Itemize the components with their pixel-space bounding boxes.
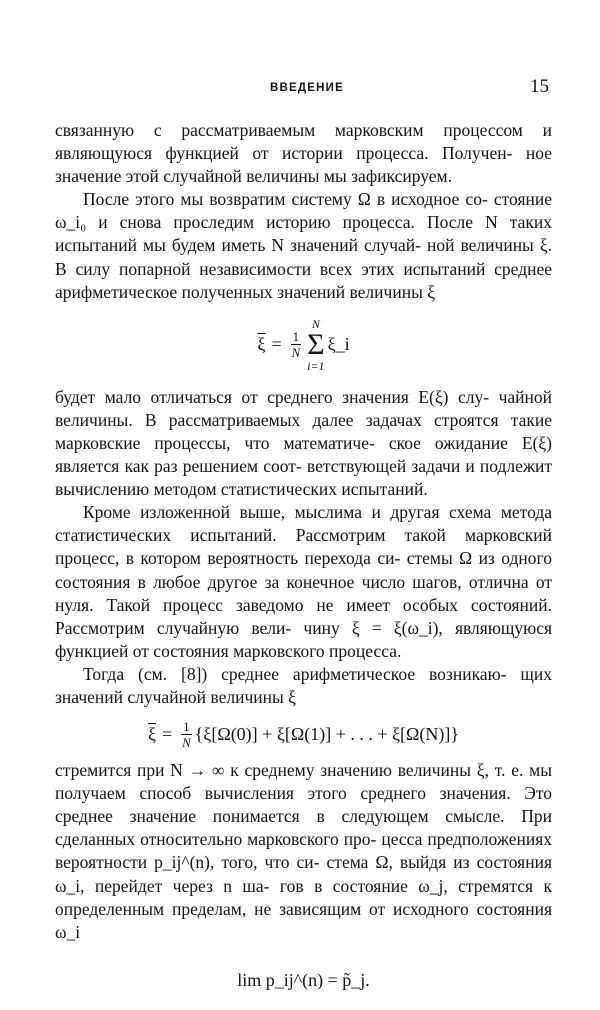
formula-mean-equals: = xyxy=(271,334,282,355)
text-line: не имеет особых состояний. Рассмотрим случайную вели- xyxy=(55,594,553,638)
formula-series-rhs: {ξ[Ω(0)] + ξ[Ω(1)] + . . . + ξ[Ω(N)]} xyxy=(194,723,460,744)
formula-mean-summand: ξ_i xyxy=(327,334,350,355)
text-line: гов в состояние ω_j, стремятся к определенным пределам, xyxy=(55,875,553,919)
text-line: этих испытаний среднее арифметическое полученных xyxy=(55,258,553,302)
text-line: После этого мы возвратим систему Ω в исходное со- xyxy=(83,189,488,210)
text-line: цесса предположениях вероятности p_ij^(n), того, что си- xyxy=(55,829,552,873)
text-line: стояние ω_i₀ и снова проследим историю процесса. После N xyxy=(55,189,552,233)
formula-mean-sum-symbol: Σ xyxy=(307,327,325,361)
paragraph-1 xyxy=(55,119,552,188)
body-text xyxy=(55,119,552,1010)
page-number: 15 xyxy=(530,76,549,97)
text-line: чайной величины. В рассматриваемых далее задачах xyxy=(55,386,553,430)
text-line: строятся такие марковские процессы, что математиче- xyxy=(55,409,553,453)
text-line: т. е. мы получаем способ вычисления этого среднего xyxy=(55,760,553,804)
text-line: значений величины ξ xyxy=(277,281,436,302)
paragraph-6 xyxy=(55,759,552,944)
text-line: ное значение этой случайной величины мы зафиксируем. xyxy=(55,143,552,187)
formula-mean-fraction xyxy=(291,329,302,360)
text-line: будет мало отличаться от среднего значения E(ξ) слу- xyxy=(55,386,490,407)
formula-series-denominator: N xyxy=(182,734,191,750)
text-line: Кроме изложенной выше, мыслима и другая схема xyxy=(83,502,492,523)
text-line: стемы Ω из одного состояния в любое другое за конечное xyxy=(55,548,553,592)
text-line: стремится при N → ∞ к среднему значению величины ξ, xyxy=(55,760,489,781)
text-line: связанную с рассматриваемым марковским процессом xyxy=(55,120,523,140)
text-line: ветствующей задачи и подлежит вычислению методом xyxy=(55,456,553,500)
paragraph-2 xyxy=(55,188,552,303)
formula-series-lhs: $\overline{\xi}$ xyxy=(147,723,156,744)
paragraph-3 xyxy=(55,386,552,501)
formula-mean-lhs: $\overline{\xi}$ xyxy=(257,334,266,355)
formula-mean-sum-upper: N xyxy=(311,316,320,331)
text-line: число шагов, отлична от нуля. Такой процесс заведомо xyxy=(55,571,553,615)
paragraph-4 xyxy=(55,501,552,663)
formula-mean-numerator: 1 xyxy=(292,329,300,345)
text-line: щих значений случайной величины ξ xyxy=(55,663,552,707)
text-line: значения. Это среднее значение понимается в следующем xyxy=(55,783,552,827)
paragraph-5 xyxy=(55,663,552,709)
text-line: и являющуюся функцией от истории процесса. Получен- xyxy=(55,120,552,164)
running-head: ВВЕДЕНИЕ xyxy=(270,82,344,94)
formula-limit xyxy=(55,952,552,1010)
text-line: стема Ω, выйдя из состояния ω_i, перейдет через n ша- xyxy=(55,852,552,896)
text-line: не зависящим от исходного состояния ω_i xyxy=(55,898,552,942)
formula-series-numerator: 1 xyxy=(183,718,190,734)
text-line: марковского процесса. xyxy=(233,640,402,661)
formula-series xyxy=(55,709,552,759)
formula-mean-sum-lower: i=1 xyxy=(307,358,325,373)
text-line: ной величины ξ. В силу попарной независимости всех xyxy=(55,235,553,279)
text-line: Тогда (см. [8]) среднее арифметическое возникаю- xyxy=(83,663,507,684)
formula-mean-sum xyxy=(307,318,324,372)
formula-mean-denominator: N xyxy=(291,345,301,361)
text-line: таких испытаний мы будем иметь N значений случай- xyxy=(55,212,552,256)
text-line: статистических испытаний. xyxy=(220,479,428,500)
formula-series-fraction xyxy=(181,719,192,750)
formula-limit-text: lim p_ij^(n) = p̃_j. xyxy=(237,970,370,991)
formula-series-equals: = xyxy=(162,723,173,744)
text-line: ское ожидание E(ξ) является как раз решением соот- xyxy=(55,432,552,477)
text-line: чину ξ = ξ(ω_i), являющуюся функцией от состояния xyxy=(55,617,553,661)
text-line: метода статистических испытаний. Рассмотрим такой xyxy=(55,502,552,546)
text-line: марковский процесс, в котором вероятность перехода си- xyxy=(55,525,552,569)
formula-mean xyxy=(55,304,552,386)
text-line: смысле. При сделанных относительно марковского про- xyxy=(55,806,553,850)
